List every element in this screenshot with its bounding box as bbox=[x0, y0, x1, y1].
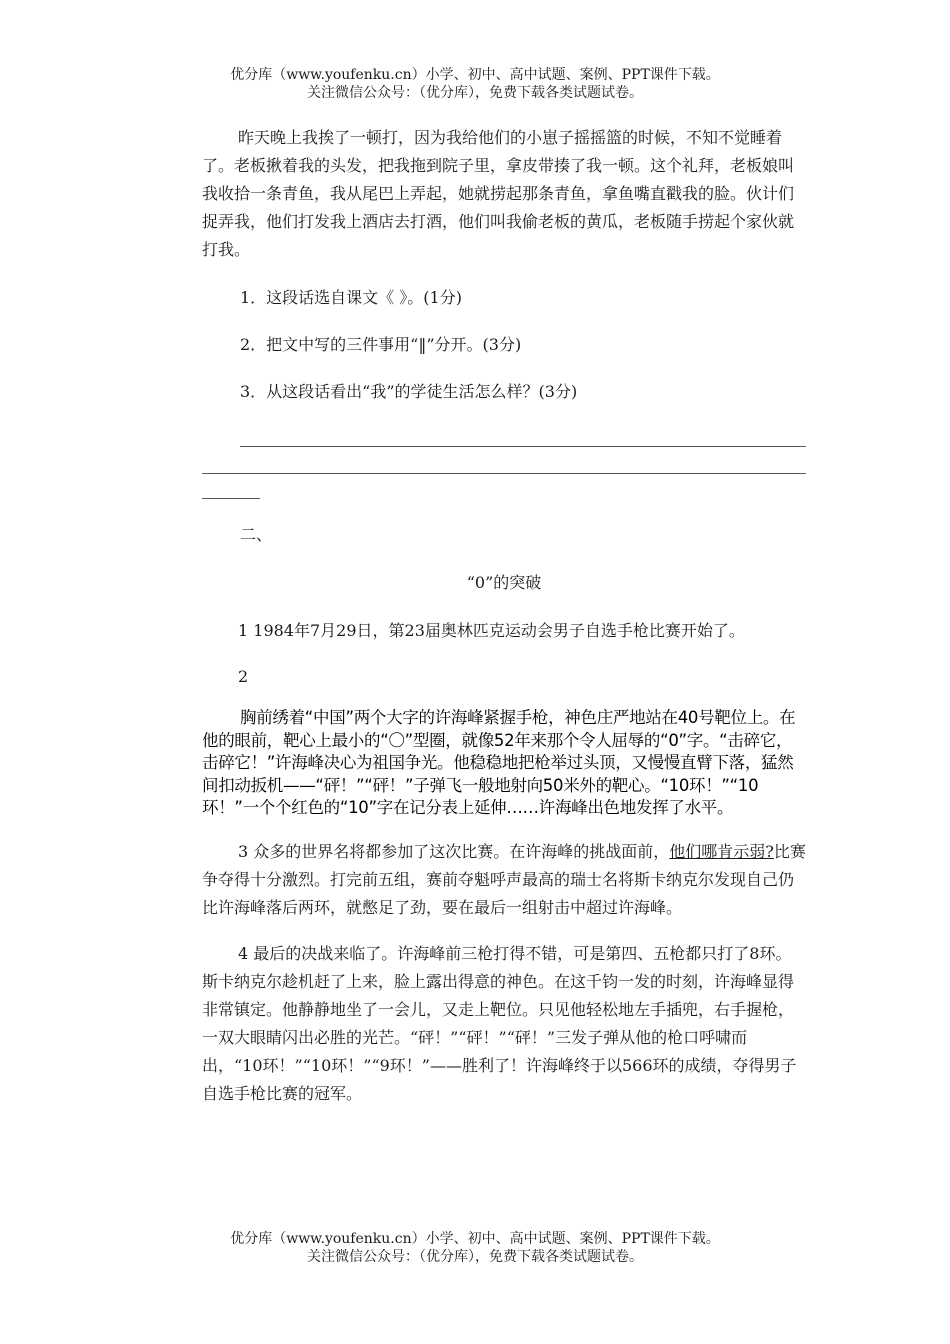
paragraph-2-scanned-text: 胸前绣着“中国”两个大字的许海峰紧握手枪，神色庄严地站在40号靶位上。在他的眼前，靶心上最小的“〇”型圈，就像52年来那个令人屈辱的“0”字。“击碎它，击碎它！”许海峰决心为祖国争光。他稳稳地把枪举过头顶，又慢慢直臂下落，猛然间扣动扳机——“砰！”“砰！”子弹飞一般地射向50米外的靶心。“10环！”“10环！”一个个红色的“10”字在记分表上延伸……许海峰出色地发挥了水平。 bbox=[202, 708, 796, 818]
question-2: 2．把文中写的三件事用“‖”分开。(3分) bbox=[240, 335, 522, 354]
footer-line-1: 优分库（www.youfenku.cn）小学、初中、高中试题、案例、PPT课件下载。 bbox=[230, 1231, 720, 1247]
answer-line-2 bbox=[202, 473, 806, 474]
paragraph-2-number: 2 bbox=[238, 667, 249, 686]
section-2-label: 二、 bbox=[240, 525, 273, 544]
document-body bbox=[202, 124, 806, 1108]
header-line-2: 关注微信公众号：（优分库），免费下载各类试题试卷。 bbox=[307, 85, 643, 101]
paragraph-1: 1 1984年7月29日，第23届奥林匹克运动会男子自选手枪比赛开始了。 bbox=[238, 621, 745, 640]
paragraph-3-end: 比赛争夺得十分激烈。打完前五组，赛前夺魁呼声最高的瑞士名将斯卡纳克尔发现自己仍比许海峰落后两环，就憋足了劲，要在最后一组射击中超过许海峰。 bbox=[202, 841, 806, 917]
paragraph-3-underlined: 他们哪肯示弱? bbox=[669, 841, 774, 861]
passage-1: 昨天晚上我挨了一顿打，因为我给他们的小崽子摇摇篮的时候，不知不觉睡着了。老板揪着我的头发，把我拖到院子里，拿皮带揍了我一顿。这个礼拜，老板娘叫我收拾一条青鱼，我从尾巴上弄起，她就捞起那条青鱼，拿鱼嘴直戳我的脸。伙计们捉弄我，他们打发我上酒店去打酒，他们叫我偷老板的黄瓜，老板随手捞起个家伙就打我。 bbox=[202, 128, 795, 259]
header-line-1: 优分库（www.youfenku.cn）小学、初中、高中试题、案例、PPT课件下载。 bbox=[230, 67, 720, 83]
page-header bbox=[0, 66, 950, 102]
answer-line-1 bbox=[240, 446, 806, 447]
question-3: 3．从这段话看出“我”的学徒生活怎么样？(3分) bbox=[240, 382, 578, 401]
answer-lines bbox=[202, 446, 806, 499]
footer-line-2: 关注微信公众号：（优分库），免费下载各类试题试卷。 bbox=[307, 1249, 643, 1265]
answer-line-3 bbox=[202, 498, 260, 499]
paragraph-3 bbox=[202, 838, 806, 922]
paragraph-4: 4 最后的决战来临了。许海峰前三枪打得不错，可是第四、五枪都只打了8环。斯卡纳克尔趁机赶了上来，脸上露出得意的神色。在这千钧一发的时刻，许海峰显得非常镇定。他静静地坐了一会儿，又走上靶位。只见他轻松地左手插兜，右手握枪，一双大眼睛闪出必胜的光芒。“砰！”“砰！”“砰！”三发子弹从他的枪口呼啸而出，“10环！”“10环！”“9环！”——胜利了！许海峰终于以566环的成绩，夺得男子自选手枪比赛的冠军。 bbox=[202, 943, 797, 1103]
paragraph-3-start: 3 众多的世界名将都参加了这次比赛。在许海峰的挑战面前， bbox=[238, 841, 670, 861]
article-title: “0”的突破 bbox=[466, 573, 542, 592]
question-1: 1．这段话选自课文《 》。(1分) bbox=[240, 288, 462, 307]
page-footer bbox=[0, 1230, 950, 1266]
